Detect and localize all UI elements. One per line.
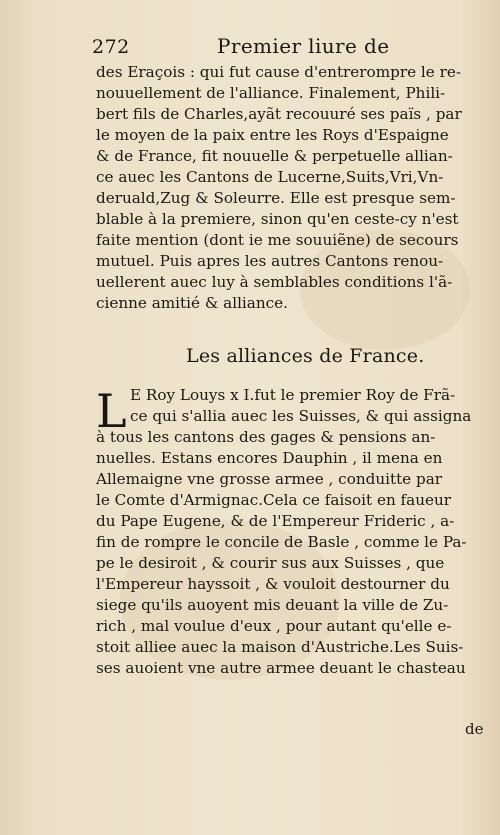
text-line: blable à la premiere, sinon qu'en ceste-cy n'est bbox=[96, 210, 459, 228]
text-line: siege qu'ils auoyent mis deuant la ville de Zu- bbox=[96, 596, 449, 614]
text-line: nuelles. Estans encores Dauphin , il mena en bbox=[96, 449, 443, 467]
text-line: stoit alliee auec la maison d'Austriche.Les Suis- bbox=[96, 638, 464, 656]
paragraph-2 bbox=[96, 385, 480, 679]
page-number: 272 bbox=[92, 36, 130, 58]
paragraph-1 bbox=[96, 62, 480, 314]
running-head: Premier liure de bbox=[217, 34, 390, 58]
text-line: Allemaigne vne grosse armee , conduitte par bbox=[96, 470, 443, 488]
text-line: ce auec les Cantons de Lucerne,Suits,Vri,Vn- bbox=[96, 168, 444, 186]
text-line: ce qui s'allia auec les Suisses, & qui assigna bbox=[130, 407, 472, 425]
section-heading: Les alliances de France. bbox=[186, 345, 425, 367]
text-line: deruald,Zug & Soleurre. Elle est presque sem- bbox=[96, 189, 456, 207]
text-line: mutuel. Puis apres les autres Cantons renou- bbox=[96, 252, 444, 270]
text-line: des Eraçois : qui fut cause d'entrerompre le re- bbox=[96, 63, 461, 81]
text-line: uellerent auec luy à semblables conditions l'ã- bbox=[96, 273, 453, 291]
text-line: le moyen de la paix entre les Roys d'Espaigne bbox=[96, 126, 449, 144]
text-line: ses auoient vne autre armee deuant le chasteau bbox=[96, 659, 466, 677]
text-line: nouuellement de l'alliance. Finalement, Phili- bbox=[96, 84, 446, 102]
text-line: bert fils de Charles,ayãt recouuré ses païs , par bbox=[96, 105, 462, 123]
text-line: & de France, fit nouuelle & perpetuelle allian- bbox=[96, 147, 453, 165]
text-line: du Pape Eugene, & de l'Empereur Frideric , a- bbox=[96, 512, 455, 530]
text-line: l'Empereur hayssoit , & vouloit destourner du bbox=[96, 575, 450, 593]
text-line: à tous les cantons des gages & pensions an- bbox=[96, 428, 436, 446]
catchword: de bbox=[465, 720, 484, 738]
text-line: pe le desiroit , & courir sus aux Suisses , que bbox=[96, 554, 445, 572]
text-line: E Roy Louys x I.fut le premier Roy de Frã- bbox=[130, 386, 456, 404]
text-line: le Comte d'Armignac.Cela ce faisoit en faueur bbox=[96, 491, 452, 509]
text-line: faite mention (dont ie me souuiẽne) de secours bbox=[96, 231, 459, 249]
text-line: fin de rompre le concile de Basle , comme le Pa- bbox=[96, 533, 467, 551]
drop-cap-initial: L bbox=[96, 384, 127, 438]
text-line: rich , mal voulue d'eux , pour autant qu'elle e- bbox=[96, 617, 452, 635]
text-line: cienne amitié & alliance. bbox=[96, 294, 288, 312]
